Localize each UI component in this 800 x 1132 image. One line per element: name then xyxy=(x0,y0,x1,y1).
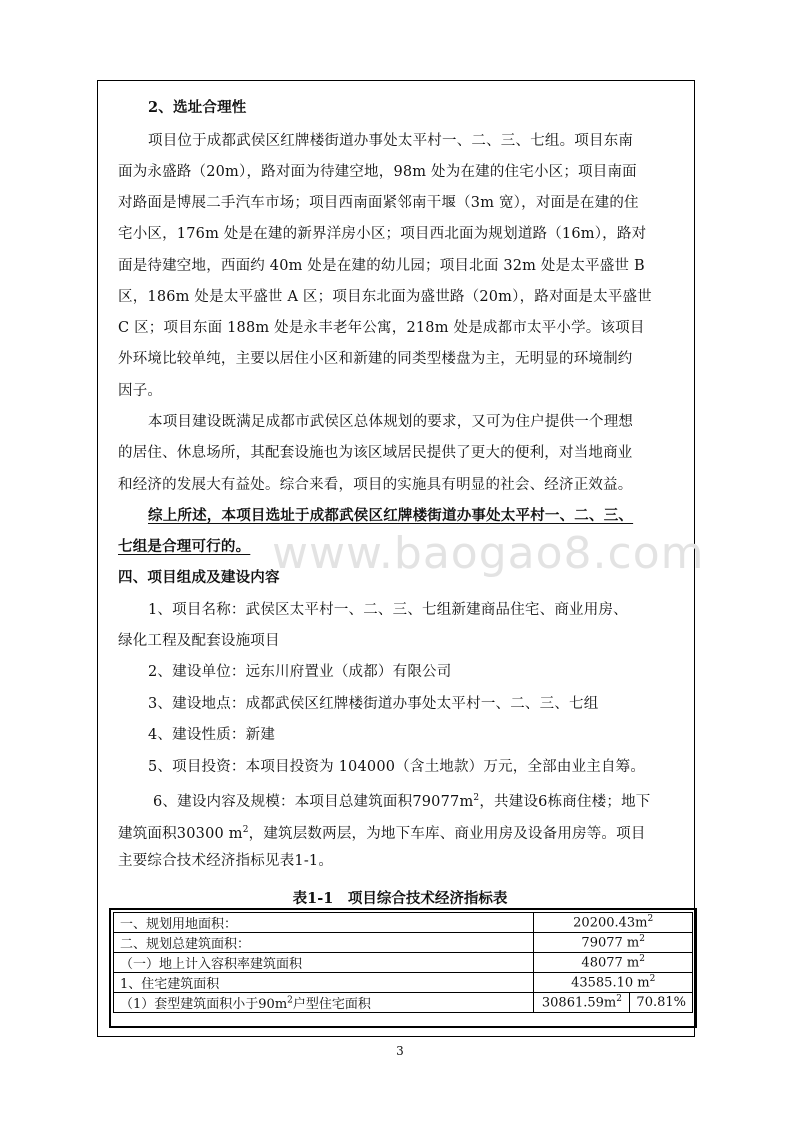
paragraph-line: 的居住、休息场所，其配套设施也为该区域居民提供了更大的便利，对当地商业 xyxy=(118,445,633,461)
item-construction-nature: 4、建设性质：新建 xyxy=(148,727,276,743)
table-cell-value: 48077 $m^2$ xyxy=(534,953,693,973)
table-cell-value: 79077 $m^2$ xyxy=(534,933,693,953)
conclusion-line: 七组是合理可行的。 xyxy=(118,538,251,555)
paragraph-line: C 区；项目东面 188m 处是永丰老年公寓，218m 处是成都市太平小学。该项目 xyxy=(118,320,645,336)
paragraph-line: 宅小区，176m 处是在建的新界洋房小区；项目西北面为规划道路（16m），路对 xyxy=(118,226,647,242)
conclusion-line: 综上所述，本项目选址于成都武侯区红牌楼街道办事处太平村一、二、三、 xyxy=(148,507,634,524)
table-cell-value: $20200.43m^2$ xyxy=(534,913,693,933)
paragraph-line: 项目位于成都武侯区红牌楼街道办事处太平村一、二、三、七组。项目东南 xyxy=(148,133,634,149)
table-row xyxy=(114,953,693,973)
item-project-name-cont: 绿化工程及配套设施项目 xyxy=(118,633,280,649)
paragraph-line: 对路面是博展二手汽车市场；项目西南面紧邻南干堰（3m 宽），对面是在建的住 xyxy=(118,195,639,211)
item-scale-cont: 主要综合技术经济指标见表1-1。 xyxy=(118,853,334,869)
item-construction-unit: 2、建设单位：远东川府置业（成都）有限公司 xyxy=(148,664,452,680)
table-row xyxy=(114,933,693,953)
table-cell-label: （一）地上计入容积率建筑面积 xyxy=(114,953,534,973)
paragraph-line: 面是待建空地，西面约 40m 处是在建的幼儿园；项目北面 32m 处是太平盛世 B xyxy=(118,258,645,274)
table-cell-value: $30861.59m^2$ xyxy=(534,993,630,1013)
item-investment: 5、项目投资：本项目投资为 104000（含土地款）万元，全部由业主自筹。 xyxy=(148,759,646,775)
indicator-table xyxy=(113,912,693,1013)
paragraph-line: 和经济的发展大有益处。综合来看，项目的实施具有明显的社会、经济正效益。 xyxy=(118,477,633,493)
table-title: 表1-1 项目综合技术经济指标表 xyxy=(292,890,508,907)
table-row xyxy=(114,993,693,1013)
paragraph-line: 区，186m 处是太平盛世 A 区；项目东北面为盛世路（20m），路对面是太平盛世 xyxy=(118,289,652,305)
table-row xyxy=(114,973,693,993)
watermark: www.baogao8.com xyxy=(272,528,705,579)
paragraph-line: 面为永盛路（20m），路对面为待建空地，98m 处为在建的住宅小区；项目南面 xyxy=(118,164,637,180)
table-cell-value: 43585.10 $m^2$ xyxy=(534,973,693,993)
table-cell-label: 一、规划用地面积： xyxy=(114,913,534,933)
item-scale-cont: 建筑面积30300 $m^2$，建筑层数两层，为地下车库、商业用房及设备用房等。项目 xyxy=(118,825,646,842)
paragraph-line: 因子。 xyxy=(118,383,163,399)
table-cell-label: 1、住宅建筑面积 xyxy=(114,973,534,993)
item-scale: 6、建设内容及规模：本项目总建筑面积$79077m^2$，共建设6栋商住楼；地下 xyxy=(153,793,651,810)
table-cell-percent: 70.81% xyxy=(630,993,693,1013)
page-number: 3 xyxy=(396,1044,404,1058)
section-heading-project-composition: 四、项目组成及建设内容 xyxy=(118,569,280,586)
table-cell-label: 二、规划总建筑面积： xyxy=(114,933,534,953)
item-construction-site: 3、建设地点：成都武侯区红牌楼街道办事处太平村一、二、三、七组 xyxy=(148,696,599,712)
section-heading-site-rationality: 2、选址合理性 xyxy=(148,99,247,116)
paragraph-line: 外环境比较单纯，主要以居住小区和新建的同类型楼盘为主，无明显的环境制约 xyxy=(118,351,633,367)
item-project-name: 1、项目名称：武侯区太平村一、二、三、七组新建商品住宅、商业用房、 xyxy=(148,602,628,618)
paragraph-line: 本项目建设既满足成都市武侯区总体规划的要求，又可为住户提供一个理想 xyxy=(148,414,634,430)
table-row xyxy=(114,913,693,933)
table-cell-label: （1）套型建筑面积小于$90m^2$户型住宅面积 xyxy=(114,993,534,1013)
